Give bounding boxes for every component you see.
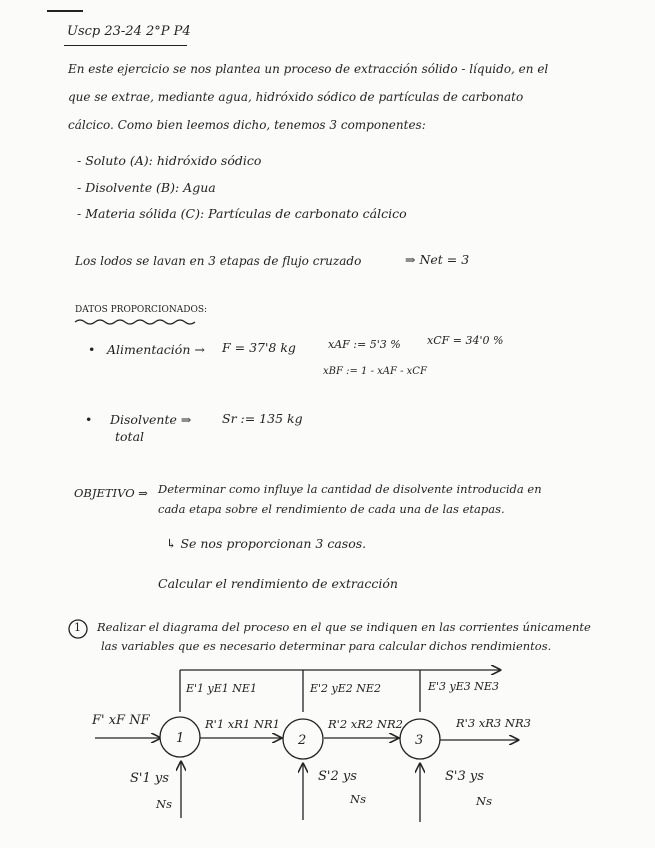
feed-bullet: • xyxy=(88,342,96,357)
component-solute: - Soluto (A): hidróxido sódico xyxy=(77,153,262,168)
feed-xbf: xBF := 1 - xAF - xCF xyxy=(323,366,427,377)
solvent-n-2: Ns xyxy=(350,792,366,806)
objective-line-2: cada etapa sobre el rendimiento de cada una de las etapas. xyxy=(158,502,505,516)
component-solvent: - Disolvente (B): Agua xyxy=(77,180,216,195)
page-header: Uscp 23-24 2°P P4 xyxy=(67,24,191,39)
step-line-1: Realizar el diagrama del proceso en el que se indiquen en las corrientes únicamente xyxy=(97,620,591,634)
stage-label-3: 3 xyxy=(415,733,424,748)
extract-label-2: E'2 yE2 NE2 xyxy=(310,682,381,695)
objective-line-4: Calcular el rendimiento de extracción xyxy=(158,576,398,591)
objective-line-1: Determinar como influye la cantidad de disolvente introducida en xyxy=(158,482,542,496)
raffinate-label-2: R'2 xR2 NR2 xyxy=(328,717,403,731)
step-line-2: las variables que es necesario determinar para calcular dichos rendimientos. xyxy=(101,639,552,653)
solvent-label-1: S'1 ys xyxy=(130,771,169,786)
feed-mass: F = 37'8 kg xyxy=(222,340,296,355)
feed-xaf: xAF := 5'3 % xyxy=(328,338,401,351)
solvent-label-3: S'3 ys xyxy=(445,769,484,784)
stage-label-2: 2 xyxy=(298,733,307,748)
stages-line: Los lodos se lavan en 3 etapas de flujo cruzado xyxy=(75,254,362,268)
solvent-value: Sr := 135 kg xyxy=(222,411,303,426)
objective-line-3: ↳ Se nos proporcionan 3 casos. xyxy=(166,536,367,551)
feed-stream-label: F' xF NF xyxy=(92,713,150,728)
raffinate-label-3: R'3 xR3 NR3 xyxy=(456,716,531,730)
feed-label: Alimentación → xyxy=(107,342,205,357)
objective-label: OBJETIVO ⇒ xyxy=(74,486,148,500)
step-number: 1 xyxy=(74,621,81,634)
component-solid: - Materia sólida (C): Partículas de carbonato cálcico xyxy=(77,206,407,221)
stages-result: ⇒ Net = 3 xyxy=(405,252,470,267)
data-heading: DATOS PROPORCIONADOS: xyxy=(75,305,208,315)
solvent-label-1: Disolvente ⇒ xyxy=(110,412,192,427)
intro-line-3: cálcico. Como bien leemos dicho, tenemos 3 componentes: xyxy=(68,118,426,132)
extract-label-1: E'1 yE1 NE1 xyxy=(186,682,257,695)
solvent-label-2: S'2 ys xyxy=(318,769,357,784)
intro-line-2: que se extrae, mediante agua, hidróxido sódico de partículas de carbonato xyxy=(68,90,524,104)
solvent-n-3: Ns xyxy=(476,794,492,808)
feed-xcf: xCF = 34'0 % xyxy=(427,334,504,347)
solvent-bullet: • xyxy=(85,412,93,427)
raffinate-label-1: R'1 xR1 NR1 xyxy=(205,717,280,731)
stage-label-1: 1 xyxy=(176,731,185,746)
solvent-label-2: total xyxy=(115,429,145,444)
extract-label-3: E'3 yE3 NE3 xyxy=(428,680,499,693)
solvent-n-1: Ns xyxy=(156,797,172,811)
intro-line-1: En este ejercicio se nos plantea un proceso de extracción sólido - líquido, en el xyxy=(68,62,549,76)
